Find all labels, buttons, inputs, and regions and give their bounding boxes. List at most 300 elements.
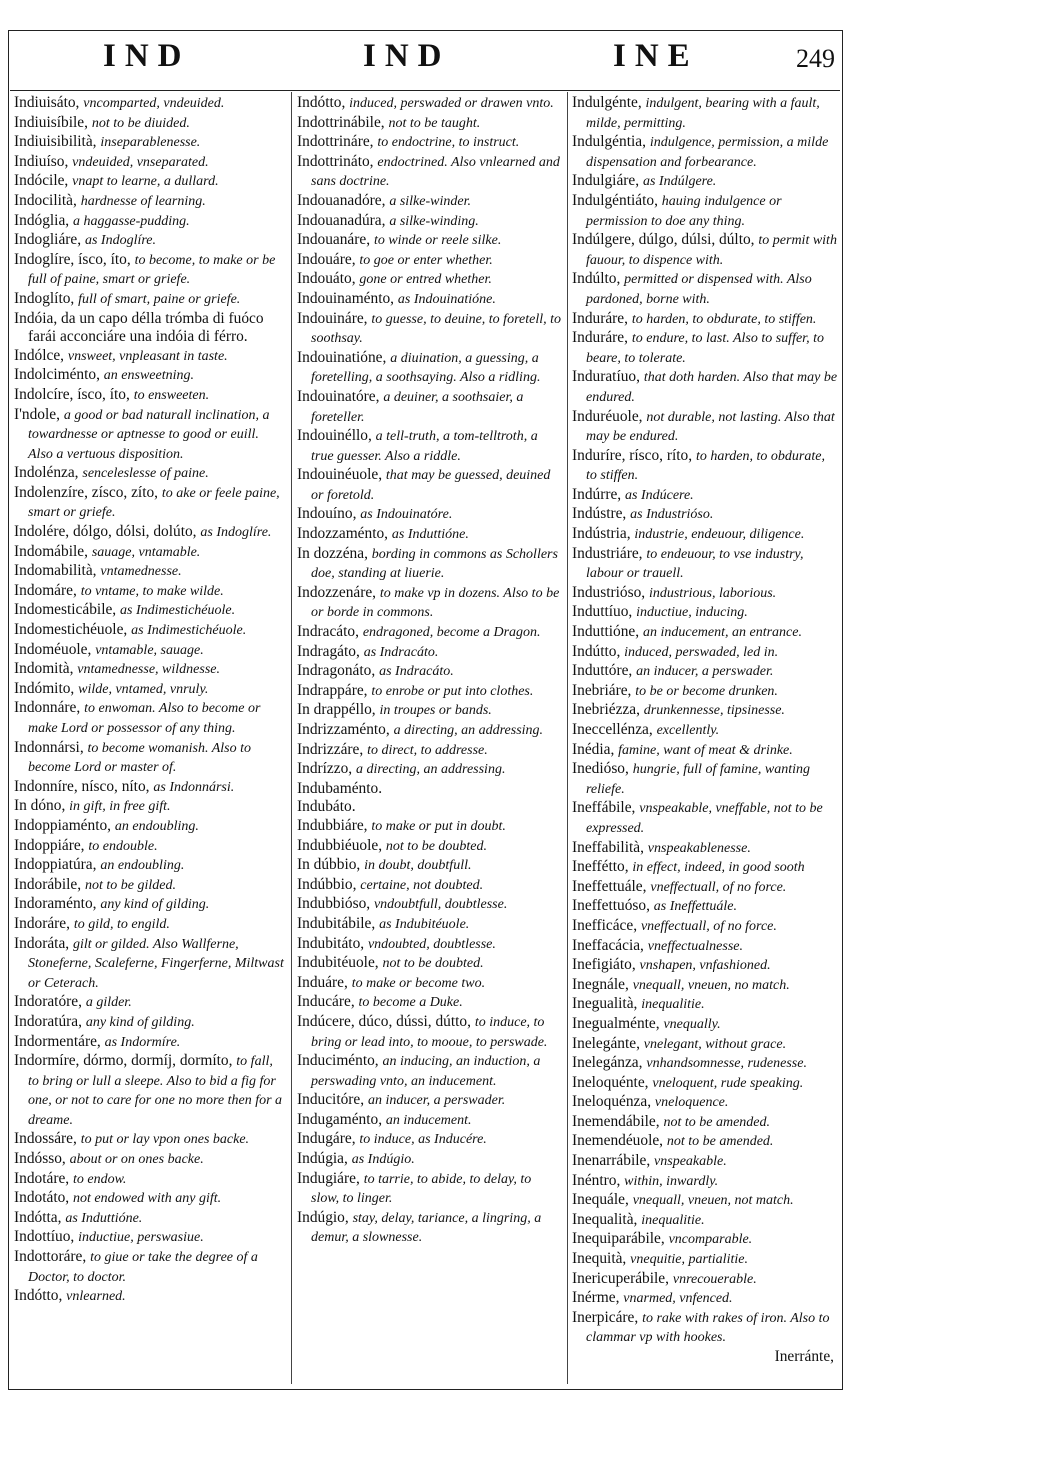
entry-headword: Induríre, rísco, ríto, bbox=[572, 446, 693, 464]
entry-headword: Indubitáto, bbox=[297, 934, 365, 952]
entry-definition: excellently. bbox=[656, 723, 720, 738]
entry-headword: Indouinéuole, bbox=[297, 466, 383, 484]
dictionary-entry bbox=[572, 1113, 838, 1133]
entry-headword: Inebriáre, bbox=[572, 681, 632, 699]
entry-headword: Indótto, bbox=[297, 94, 346, 111]
entry-headword: Indouíno, bbox=[297, 505, 357, 523]
dictionary-entry bbox=[14, 231, 285, 251]
entry-headword: Indouinaménto, bbox=[297, 289, 395, 307]
dictionary-entry bbox=[572, 231, 838, 270]
entry-definition: vntamednesse, wildnesse. bbox=[77, 662, 220, 678]
entry-definition: a deuiner, a soothsaier, a foreteller. bbox=[311, 389, 524, 425]
dictionary-entry bbox=[297, 701, 561, 721]
entry-headword: Indúgia, bbox=[297, 1150, 348, 1168]
entry-headword: Industriáre, bbox=[572, 544, 643, 562]
entry-headword: Indúcere, dúco, dússi, dútto, bbox=[297, 1012, 471, 1030]
dictionary-entry bbox=[14, 212, 285, 232]
dictionary-entry bbox=[297, 1150, 561, 1170]
entry-definition: an inducement. bbox=[385, 1112, 472, 1128]
entry-headword: Inédia, bbox=[572, 740, 615, 758]
entry-definition: not to be doubted. bbox=[385, 838, 488, 854]
entry-headword: Ineffétto, bbox=[572, 858, 629, 876]
dictionary-entry bbox=[14, 484, 285, 523]
dictionary-entry bbox=[297, 94, 561, 114]
dictionary-entry bbox=[297, 349, 561, 388]
entry-headword: Indugáre, bbox=[297, 1130, 356, 1148]
entry-headword: Indólce, bbox=[14, 346, 64, 364]
entry-headword: Indouanadúra, bbox=[297, 211, 386, 229]
dictionary-entry bbox=[572, 995, 838, 1015]
dictionary-entry bbox=[14, 172, 285, 192]
column-divider-2 bbox=[567, 92, 568, 1384]
entry-definition: certaine, not doubted. bbox=[360, 877, 484, 893]
entry-headword: Inequità, bbox=[572, 1250, 627, 1268]
entry-definition: not durable, not lasting. Also that may be endured. bbox=[586, 409, 835, 445]
dictionary-entry bbox=[14, 935, 285, 994]
entry-definition: as Indúgio. bbox=[351, 1152, 415, 1168]
dictionary-entry bbox=[572, 1152, 838, 1172]
entry-definition: vncomparable. bbox=[668, 1232, 753, 1248]
dictionary-entry bbox=[572, 1250, 838, 1270]
entry-headword: Inéntro, bbox=[572, 1171, 621, 1189]
entry-definition: vnhandsomnesse, rudenesse. bbox=[646, 1056, 807, 1072]
entry-definition: an endoubling. bbox=[114, 818, 199, 834]
entry-definition: any kind of gilding. bbox=[85, 1014, 195, 1030]
entry-definition: hauing indulgence or permission to doe any thing. bbox=[586, 193, 782, 229]
dictionary-entry bbox=[297, 584, 561, 623]
entry-headword: Indoraménto, bbox=[14, 895, 97, 913]
dictionary-entry bbox=[14, 94, 285, 114]
entry-definition: vneloquent, rude speaking. bbox=[652, 1075, 804, 1091]
entry-definition: to rake with rakes of iron. Also to clammar vp with hookes. bbox=[586, 1310, 830, 1346]
entry-headword: Indocilità, bbox=[14, 191, 77, 209]
entry-headword: Ineffabilità, bbox=[572, 838, 644, 856]
header-left-guide: IND bbox=[103, 38, 191, 74]
entry-headword: Indotáto, bbox=[14, 1189, 70, 1207]
entry-headword: Indóglia, bbox=[14, 211, 70, 229]
dictionary-entry bbox=[572, 447, 838, 486]
entry-definition: sauage, vntamable. bbox=[91, 544, 201, 560]
entry-headword: I'ndole, bbox=[14, 405, 60, 423]
entry-headword: Indubbióso, bbox=[297, 895, 371, 913]
entry-definition: to ake or feele paine, smart or griefe. bbox=[28, 485, 280, 521]
dictionary-entry bbox=[14, 837, 285, 857]
entry-definition: senceleslesse of paine. bbox=[82, 466, 209, 482]
dictionary-entry bbox=[14, 386, 285, 406]
entry-definition: hungrie, full of famine, wanting reliefe. bbox=[586, 762, 811, 797]
entry-definition: in gift, in free gift. bbox=[69, 799, 171, 815]
entry-headword: Inebriézza, bbox=[572, 701, 640, 719]
entry-headword: Induciménto, bbox=[297, 1052, 379, 1070]
dictionary-entry bbox=[14, 1150, 285, 1170]
dictionary-entry bbox=[297, 251, 561, 271]
dictionary-entry bbox=[14, 1052, 285, 1130]
dictionary-entry bbox=[297, 935, 561, 955]
dictionary-entry bbox=[572, 741, 838, 761]
dictionary-entry bbox=[572, 937, 838, 957]
dictionary-entry bbox=[297, 270, 561, 290]
entry-definition: about or on ones backe. bbox=[69, 1152, 204, 1168]
entry-headword: Indossáre, bbox=[14, 1130, 77, 1148]
entry-headword: Indoráre, bbox=[14, 914, 70, 932]
entry-definition: to endouble. bbox=[88, 838, 158, 854]
entry-headword: Induréuole, bbox=[572, 407, 643, 425]
entry-headword: Indoglíto, bbox=[14, 289, 75, 307]
entry-headword: Indoppiáre, bbox=[14, 836, 85, 854]
dictionary-entry bbox=[297, 915, 561, 935]
entry-headword: Indústre, bbox=[572, 505, 627, 523]
entry-definition: vnequally. bbox=[663, 1016, 721, 1032]
entry-headword: Indócile, bbox=[14, 172, 69, 190]
entry-headword: Indulgiáre, bbox=[572, 172, 640, 190]
entry-headword: Indótta, bbox=[14, 1208, 62, 1226]
dictionary-entry bbox=[297, 1013, 561, 1052]
dictionary-entry bbox=[572, 1074, 838, 1094]
entry-headword: Indormíre, dórmo, dormíj, dormíto, bbox=[14, 1052, 233, 1070]
entry-headword: Inequalità, bbox=[572, 1210, 638, 1228]
entry-headword: Inequále, bbox=[572, 1191, 629, 1209]
entry-headword: Indubbiéuole, bbox=[297, 836, 383, 854]
entry-definition: to harden, to obdurate, to stiffen. bbox=[586, 448, 825, 484]
dictionary-entry bbox=[297, 974, 561, 994]
entry-headword: Indóia, da un capo délla trómba di fuóco farái acconciáre una indóia di férro. bbox=[14, 309, 264, 346]
dictionary-entry bbox=[572, 270, 838, 309]
dictionary-entry bbox=[572, 584, 838, 604]
dictionary-entry bbox=[572, 956, 838, 976]
entry-definition: vnequitie, partialitie. bbox=[630, 1252, 748, 1268]
dictionary-entry bbox=[297, 817, 561, 837]
entry-definition: as Indouinatóre. bbox=[360, 507, 453, 523]
entry-definition: to fall, to bring or lull a sleepe. Also to bid a fig for one, or not to care for one no more then for a dreame. bbox=[28, 1054, 283, 1128]
entry-headword: Induráre, bbox=[572, 329, 628, 347]
entry-definition: inductiue, inducing. bbox=[636, 605, 748, 621]
dictionary-entry bbox=[14, 562, 285, 582]
entry-definition: as Induttióne. bbox=[391, 527, 469, 543]
entry-definition: gilt or gilded. Also Wallferne, Stoneferne, Scaleferne, Fingerferne, Miltwast or Ceterach. bbox=[28, 936, 284, 991]
entry-headword: Indomestichéuole, bbox=[14, 621, 128, 639]
entry-headword: Inericuperábile, bbox=[572, 1269, 669, 1287]
dictionary-entry bbox=[14, 1013, 285, 1033]
entry-definition: as Indimestichéuole. bbox=[131, 623, 247, 639]
dictionary-entry bbox=[14, 1189, 285, 1209]
entry-headword: Indragonáto, bbox=[297, 662, 376, 680]
dictionary-entry bbox=[297, 1091, 561, 1111]
entry-definition: as Indoglíre. bbox=[84, 233, 156, 249]
column-3 bbox=[572, 94, 838, 1384]
dictionary-entry bbox=[297, 1170, 561, 1209]
entry-definition: not to be taught. bbox=[388, 115, 481, 131]
dictionary-entry bbox=[572, 976, 838, 996]
dictionary-entry bbox=[572, 603, 838, 623]
dictionary-entry bbox=[572, 878, 838, 898]
dictionary-entry bbox=[14, 915, 285, 935]
dictionary-entry bbox=[297, 114, 561, 134]
dictionary-entry bbox=[572, 1015, 838, 1035]
entry-definition: industrious, laborious. bbox=[648, 585, 777, 601]
dictionary-entry bbox=[297, 1209, 561, 1248]
entry-definition: stay, delay, tariance, a lingring, a demur, a slownesse. bbox=[311, 1210, 542, 1246]
entry-definition: vnequall, vneuen, no match. bbox=[632, 977, 790, 993]
entry-headword: Indolciménto, bbox=[14, 366, 100, 384]
entry-headword: In drappéllo, bbox=[297, 701, 376, 719]
header-center-guide: IND bbox=[363, 38, 451, 74]
dictionary-entry bbox=[14, 1228, 285, 1248]
entry-headword: Indolenzíre, zísco, zíto, bbox=[14, 483, 159, 501]
page-number: 249 bbox=[796, 44, 835, 73]
entry-definition: induced, perswaded, led in. bbox=[624, 644, 779, 660]
entry-headword: Induráre, bbox=[572, 309, 628, 327]
dictionary-entry bbox=[572, 897, 838, 917]
dictionary-entry bbox=[572, 486, 838, 506]
dictionary-entry bbox=[14, 582, 285, 602]
entry-definition: to giue or take the degree of a Doctor, to doctor. bbox=[28, 1250, 258, 1285]
dictionary-entry bbox=[572, 643, 838, 663]
entry-definition: to endeuour, to vse industry, labour or trauell. bbox=[586, 546, 804, 582]
dictionary-entry bbox=[572, 858, 838, 878]
entry-definition: to harden, to obdurate, to stiffen. bbox=[631, 311, 817, 327]
entry-definition: vnrecouerable. bbox=[672, 1271, 757, 1287]
entry-headword: Inegualità, bbox=[572, 995, 638, 1013]
dictionary-entry bbox=[14, 290, 285, 310]
entry-headword: In dozzéna, bbox=[297, 544, 368, 562]
entry-definition: vneffectuall, of no force. bbox=[640, 918, 777, 934]
dictionary-entry bbox=[572, 1132, 838, 1152]
dictionary-entry bbox=[14, 817, 285, 837]
entry-definition: to induce, as Inducére. bbox=[359, 1132, 487, 1148]
dictionary-entry bbox=[297, 876, 561, 896]
entry-definition: as Indúcere. bbox=[625, 487, 694, 503]
dictionary-entry bbox=[14, 310, 285, 347]
entry-headword: Indozzaménto, bbox=[297, 525, 389, 543]
entry-headword: Indúlgere, dúlgo, dúlsi, dúlto, bbox=[572, 231, 755, 249]
entry-headword: Indonnársi, bbox=[14, 738, 84, 756]
entry-definition: as Indoglíre. bbox=[200, 525, 272, 541]
entry-definition: within, inwardly. bbox=[624, 1173, 719, 1189]
entry-definition: vnapt to learne, a dullard. bbox=[72, 174, 219, 190]
entry-headword: Indottrináre, bbox=[297, 133, 374, 151]
dictionary-entry bbox=[14, 1248, 285, 1287]
entry-headword: Indrízzo, bbox=[297, 760, 353, 778]
dictionary-entry bbox=[572, 525, 838, 545]
entry-definition: to endow. bbox=[72, 1171, 127, 1187]
entry-headword: Indómito, bbox=[14, 679, 75, 697]
entry-definition: a silke-winder. bbox=[389, 193, 471, 209]
entry-definition: any kind of gilding. bbox=[100, 897, 210, 913]
dictionary-entry bbox=[572, 701, 838, 721]
entry-definition: not to be amended. bbox=[666, 1134, 774, 1150]
entry-headword: Ineffacácia, bbox=[572, 936, 644, 954]
dictionary-entry bbox=[297, 798, 561, 817]
entry-definition: an inducing, an induction, a perswading vnto, an inducement. bbox=[311, 1054, 541, 1089]
dictionary-entry bbox=[14, 660, 285, 680]
dictionary-entry bbox=[14, 641, 285, 661]
entry-headword: Indugaménto, bbox=[297, 1110, 383, 1128]
entry-definition: industrie, endeuour, diligence. bbox=[634, 527, 805, 543]
entry-headword: Inemendábile, bbox=[572, 1112, 660, 1130]
entry-headword: Inedióso, bbox=[572, 760, 629, 778]
entry-headword: Indubitábile, bbox=[297, 914, 376, 932]
entry-headword: Induttóre, bbox=[572, 662, 633, 680]
entry-headword: Indouanáre, bbox=[297, 231, 371, 249]
dictionary-entry bbox=[572, 1172, 838, 1192]
dictionary-entry bbox=[572, 1035, 838, 1055]
entry-headword: Indouáre, bbox=[297, 250, 356, 268]
entry-definition: to ensweeten. bbox=[133, 387, 210, 403]
entry-headword: Indottrináto, bbox=[297, 152, 374, 170]
entry-definition: wilde, vntamed, vnruly. bbox=[78, 681, 209, 697]
dictionary-entry bbox=[572, 1289, 838, 1309]
entry-definition: as Indormíre. bbox=[104, 1034, 181, 1050]
entry-definition: to enwoman. Also to become or make Lord or possessor of any thing. bbox=[28, 701, 261, 736]
entry-definition: not to be amended. bbox=[663, 1114, 770, 1130]
entry-definition: an endoubling. bbox=[100, 858, 185, 874]
entry-definition: as Indonnársi. bbox=[153, 779, 235, 795]
running-header bbox=[8, 38, 843, 78]
entry-headword: Indútto, bbox=[572, 642, 621, 660]
dictionary-entry bbox=[14, 464, 285, 484]
dictionary-entry bbox=[14, 543, 285, 563]
dictionary-entry bbox=[14, 621, 285, 641]
dictionary-entry bbox=[14, 699, 285, 738]
entry-definition: as Indúlgere. bbox=[642, 174, 717, 190]
entry-headword: Indubitéuole, bbox=[297, 954, 379, 972]
dictionary-entry bbox=[572, 1093, 838, 1113]
dictionary-entry bbox=[297, 427, 561, 466]
dictionary-entry bbox=[572, 721, 838, 741]
entry-definition: an inducer, a perswader. bbox=[367, 1093, 506, 1109]
dictionary-entry bbox=[297, 682, 561, 702]
entry-definition: to become, to make or be full of paine, smart or griefe. bbox=[28, 252, 276, 288]
entry-headword: Indormentáre, bbox=[14, 1032, 101, 1050]
entry-definition: an inducer, a perswader. bbox=[636, 664, 774, 680]
entry-headword: Inelegánte, bbox=[572, 1034, 640, 1052]
dictionary-entry bbox=[14, 895, 285, 915]
entry-definition: an inducement, an entrance. bbox=[642, 625, 802, 641]
column-1 bbox=[14, 94, 285, 1384]
entry-headword: Indulgéntia, bbox=[572, 133, 646, 151]
dictionary-entry bbox=[297, 212, 561, 232]
dictionary-entry bbox=[297, 192, 561, 212]
entry-headword: Indolére, dólgo, dólsi, dolúto, bbox=[14, 523, 197, 541]
entry-headword: Indozzenáre, bbox=[297, 583, 377, 601]
dictionary-entry bbox=[14, 366, 285, 386]
entry-definition: in effect, indeed, in good sooth bbox=[632, 860, 805, 876]
entry-definition: as Indracáto. bbox=[363, 644, 439, 660]
entry-definition: to be or become drunken. bbox=[635, 683, 778, 699]
dictionary-entry bbox=[572, 1211, 838, 1231]
entry-headword: Induratíuo, bbox=[572, 368, 640, 386]
entry-definition: not to be doubted. bbox=[382, 956, 484, 972]
entry-headword: Ineccellénza, bbox=[572, 721, 653, 738]
entry-headword: Inducitóre, bbox=[297, 1091, 365, 1109]
entry-headword: Industrióso, bbox=[572, 583, 646, 601]
entry-headword: Indottíuo, bbox=[14, 1228, 75, 1246]
entry-headword: Indouáto, bbox=[297, 270, 356, 288]
entry-definition: vnlearned. bbox=[66, 1289, 126, 1305]
dictionary-entry bbox=[297, 133, 561, 153]
dictionary-entry bbox=[297, 895, 561, 915]
dictionary-entry bbox=[297, 721, 561, 741]
dictionary-entry bbox=[297, 741, 561, 761]
entry-headword: Indomáre, bbox=[14, 581, 77, 599]
entry-definition: a silke-winding. bbox=[389, 213, 479, 229]
entry-headword: Indoglíre, ísco, íto, bbox=[14, 250, 131, 268]
column-divider-1 bbox=[291, 92, 292, 1384]
entry-definition: drunkennesse, tipsinesse. bbox=[643, 703, 785, 719]
dictionary-entry bbox=[14, 406, 285, 465]
entry-definition: a tell-truth, a tom-telltroth, a true guesser. Also a riddle. bbox=[311, 429, 538, 464]
dictionary-entry bbox=[572, 408, 838, 447]
dictionary-entry bbox=[14, 797, 285, 817]
dictionary-entry bbox=[14, 523, 285, 543]
entry-headword: Indragáto, bbox=[297, 642, 360, 660]
dictionary-entry bbox=[297, 153, 561, 192]
entry-headword: Indiuisíbile, bbox=[14, 113, 88, 131]
dictionary-entry bbox=[297, 837, 561, 857]
entry-headword: Indomabilità, bbox=[14, 562, 97, 580]
entry-definition: famine, want of meat & drinke. bbox=[618, 742, 793, 758]
entry-headword: Inerpicáre, bbox=[572, 1308, 639, 1326]
entry-headword: Indubáto. bbox=[297, 798, 356, 816]
entry-definition: vnelegant, without grace. bbox=[643, 1036, 787, 1052]
dictionary-entry bbox=[572, 917, 838, 937]
entry-definition: as Indimestichéuole. bbox=[120, 603, 236, 619]
entry-headword: Inequiparábile, bbox=[572, 1230, 665, 1248]
entry-headword: Indúlto, bbox=[572, 270, 621, 288]
entry-definition: vnspeakable. bbox=[654, 1154, 727, 1170]
entry-definition: to guesse, to deuine, to foretell, to soothsay. bbox=[311, 311, 561, 347]
entry-headword: Inefigiáto, bbox=[572, 956, 636, 974]
entry-definition: to permit with fauour, to dispence with. bbox=[586, 233, 837, 268]
entry-definition: induced, perswaded or drawen vnto. bbox=[349, 96, 554, 111]
entry-definition: in troupes or bands. bbox=[379, 703, 492, 719]
dictionary-entry bbox=[297, 505, 561, 525]
dictionary-entry bbox=[297, 525, 561, 545]
dictionary-entry bbox=[572, 368, 838, 407]
entry-definition: inductiue, perswasiue. bbox=[78, 1230, 204, 1246]
dictionary-entry bbox=[297, 388, 561, 427]
entry-definition: indulgent, bearing with a fault, milde, permitting. bbox=[586, 96, 820, 131]
entry-definition: as Induttióne. bbox=[65, 1210, 143, 1226]
entry-headword: Indolcíre, ísco, íto, bbox=[14, 385, 130, 403]
entry-headword: Indiuíso, bbox=[14, 152, 69, 170]
entry-definition: to gild, to engild. bbox=[73, 916, 170, 932]
entry-definition: inseparablenesse. bbox=[100, 135, 201, 151]
entry-definition: vnarmed, vnfenced. bbox=[623, 1291, 733, 1307]
dictionary-entry bbox=[572, 682, 838, 702]
dictionary-entry bbox=[297, 780, 561, 799]
entry-headword: Induáre, bbox=[297, 973, 348, 991]
entry-definition: hardnesse of learning. bbox=[80, 193, 206, 209]
entry-definition: as Ineffettuále. bbox=[653, 899, 737, 915]
dictionary-entry bbox=[14, 876, 285, 896]
entry-headword: Indotáre, bbox=[14, 1169, 70, 1187]
dictionary-entry bbox=[297, 310, 561, 349]
entry-definition: a directing, an addressing. bbox=[393, 723, 544, 738]
entry-definition: vneloquence. bbox=[654, 1095, 729, 1111]
dictionary-entry bbox=[297, 662, 561, 682]
dictionary-entry bbox=[572, 1054, 838, 1074]
dictionary-entry bbox=[297, 856, 561, 876]
entry-headword: Indósso, bbox=[14, 1150, 66, 1168]
entry-definition: to tarrie, to abide, to delay, to slow, to linger. bbox=[311, 1171, 532, 1207]
dictionary-entry bbox=[14, 1130, 285, 1150]
entry-definition: a haggasse-pudding. bbox=[73, 213, 190, 229]
entry-headword: Inenarrábile, bbox=[572, 1152, 651, 1170]
entry-definition: to make vp in dozens. Also to be or borde in commons. bbox=[311, 585, 560, 621]
dictionary-entry bbox=[572, 662, 838, 682]
dictionary-entry bbox=[297, 231, 561, 251]
